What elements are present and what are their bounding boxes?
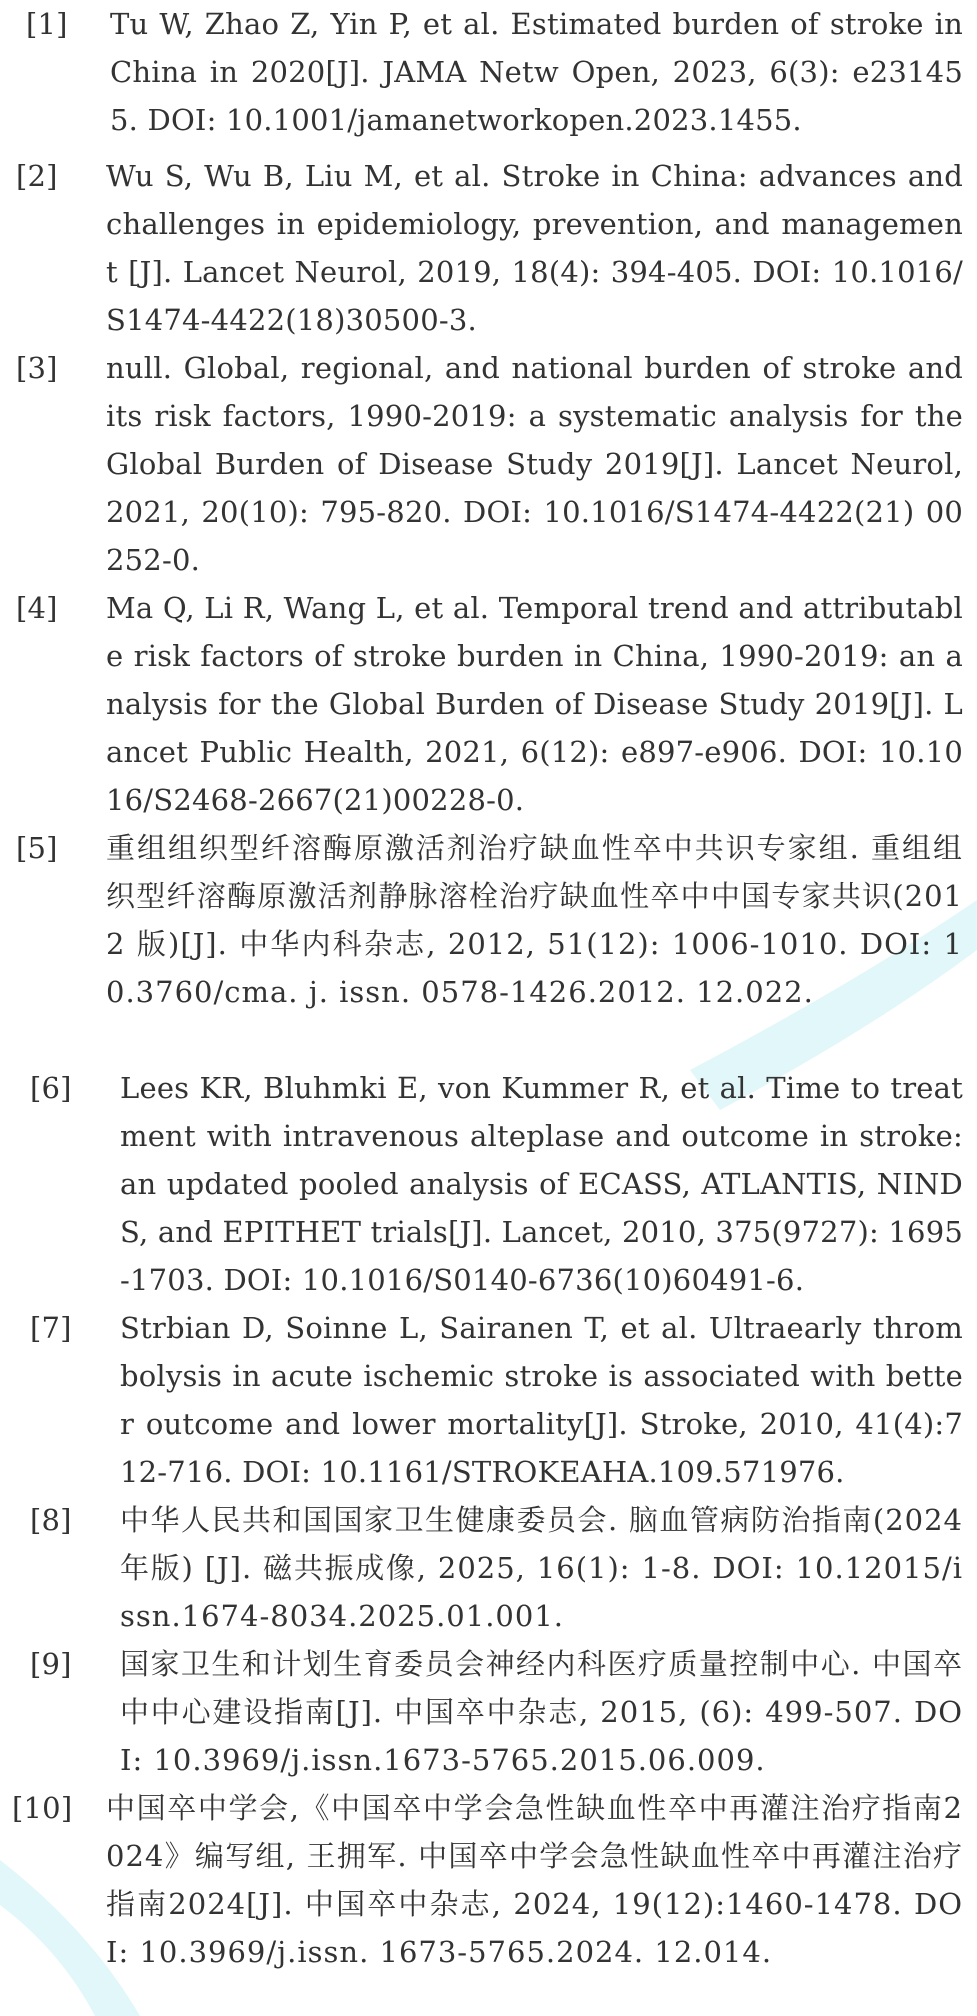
- reference-text: Strbian D, Soinne L, Sairanen T, et al. Ultraearly thrombolysis in acute ischemic stroke is associated with better outcome and lower mortality[J]. Stroke, 2010, 41(4):712-716. DOI: 10.1161/STROKEAHA.109.571976.: [120, 1311, 963, 1489]
- reference-text: Lees KR, Bluhmki E, von Kummer R, et al. Time to treatment with intravenous alteplase and outcome in stroke: an updated pooled analysis of ECASS, ATLANTIS, NINDS, and EPITHET trials[J]. Lancet, 2010, 375(9727): 1695-1703. DOI: 10.1016/S0140-6736(10)60491-6.: [120, 1071, 963, 1297]
- reference-number: [6]: [30, 1071, 72, 1105]
- reference-number: [9]: [30, 1647, 72, 1681]
- reference-text: 中华人民共和国国家卫生健康委员会. 脑血管病防治指南(2024 年版) [J]. 磁共振成像, 2025, 16(1): 1-8. DOI: 10.12015/issn.1674-8034.2025.01.001.: [120, 1503, 963, 1633]
- reference-text: Ma Q, Li R, Wang L, et al. Temporal trend and attributable risk factors of stroke burden in China, 1990-2019: an analysis for the Global Burden of Disease Study 2019[J]. Lancet Public Health, 2021, 6(12): e897-e906. DOI: 10.1016/S2468-2667(21)00228-0.: [106, 591, 963, 817]
- reference-number: [1]: [26, 7, 68, 41]
- reference-number: [2]: [16, 159, 58, 193]
- reference-number: [7]: [30, 1311, 72, 1345]
- reference-text: 中国卒中学会,《中国卒中学会急性缺血性卒中再灌注治疗指南2024》编写组, 王拥军. 中国卒中学会急性缺血性卒中再灌注治疗指南2024[J]. 中国卒中杂志, 2024, 19(12):1460-1478. DOI: 10.3969/j.issn. 1673-5765.2024. 12.014.: [106, 1791, 963, 1969]
- reference-number: [4]: [16, 591, 58, 625]
- reference-text: null. Global, regional, and national burden of stroke and its risk factors, 1990-2019: a systematic analysis for the Global Burden of Disease Study 2019[J]. Lancet Neurol, 2021, 20(10): 795-820. DOI: 10.1016/S1474-4422(21) 00252-0.: [106, 351, 963, 577]
- reference-text: 重组组织型纤溶酶原激活剂治疗缺血性卒中共识专家组. 重组组织型纤溶酶原激活剂静脉溶栓治疗缺血性卒中中国专家共识(2012 版)[J]. 中华内科杂志, 2012, 51(12): 1006-1010. DOI: 10.3760/cma. j. issn. 0578-1426.2012. 12.022.: [106, 831, 963, 1009]
- reference-text: Wu S, Wu B, Liu M, et al. Stroke in China: advances and challenges in epidemiology, prevention, and management [J]. Lancet Neurol, 2019, 18(4): 394-405. DOI: 10.1016/ S1474-4422(18)30500-3.: [106, 159, 963, 337]
- reference-number: [5]: [16, 831, 58, 865]
- reference-number: [10]: [12, 1791, 73, 1825]
- reference-number: [3]: [16, 351, 58, 385]
- reference-text: 国家卫生和计划生育委员会神经内科医疗质量控制中心. 中国卒中中心建设指南[J]. 中国卒中杂志, 2015, (6): 499-507. DOI: 10.3969/j.issn.1673-5765.2015.06.009.: [120, 1647, 963, 1777]
- reference-text: Tu W, Zhao Z, Yin P, et al. Estimated burden of stroke in China in 2020[J]. JAMA Netw Open, 2023, 6(3): e231455. DOI: 10.1001/jamanetworkopen.2023.1455.: [110, 7, 963, 137]
- reference-number: [8]: [30, 1503, 72, 1537]
